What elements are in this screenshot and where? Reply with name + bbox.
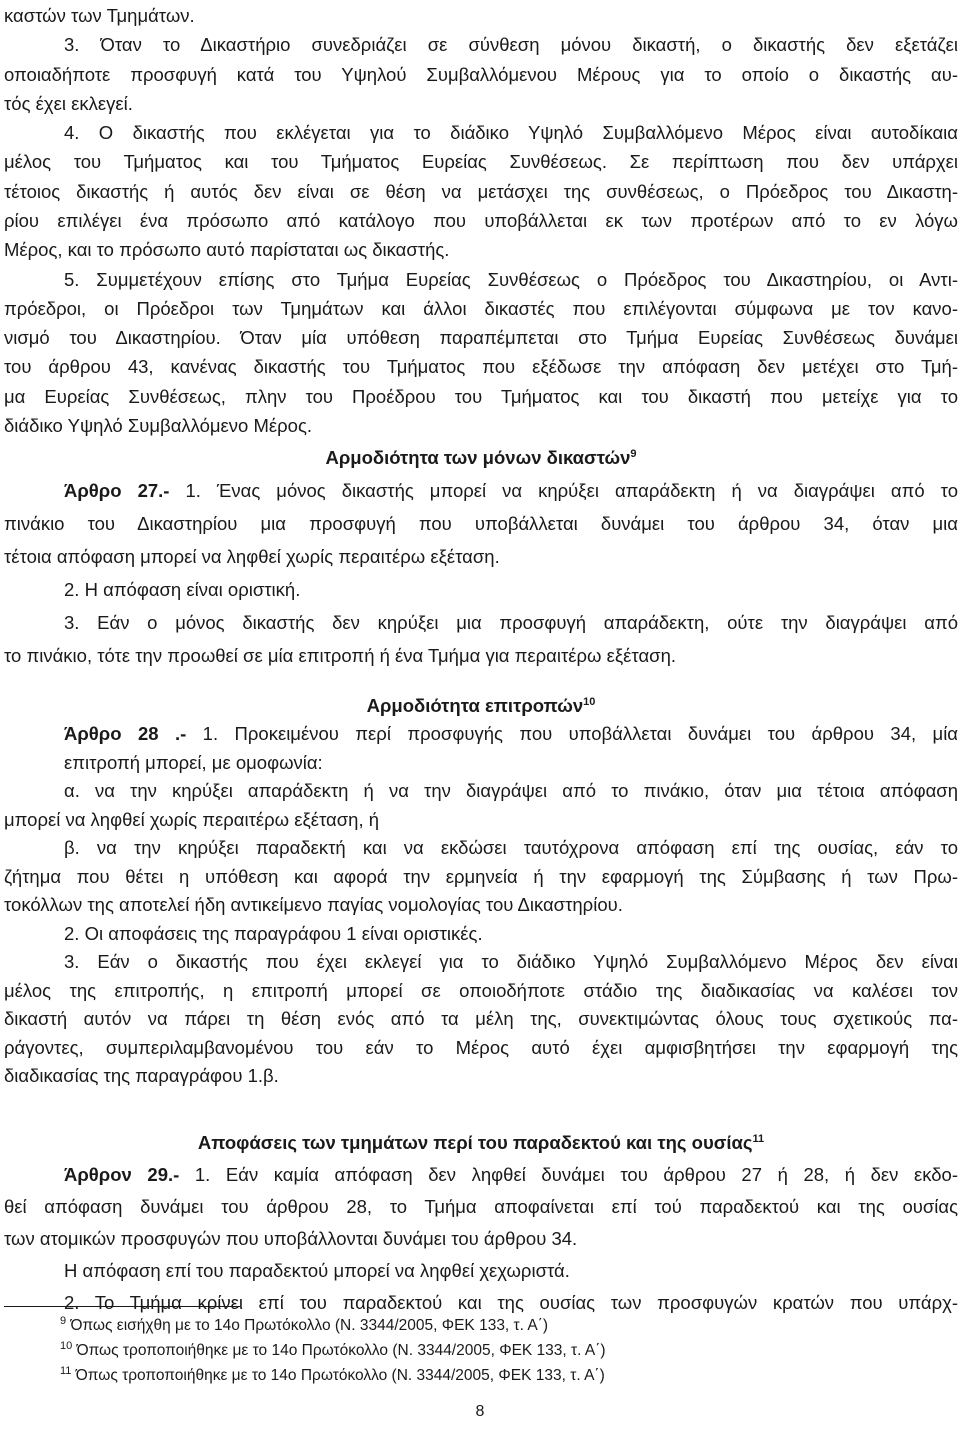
- article-line: [64, 475, 958, 507]
- text-line: επιτροπή μπορεί, με ομοφωνία:: [64, 751, 323, 773]
- text-line: 3. Εάν ο δικαστής που έχει εκλεγεί για το διάδικο Υψηλό Συμβαλλόμενο Μέρος δεν είναι: [64, 951, 958, 973]
- footnote-text: Όπως τροποποιήθηκε με το 14ο Πρωτόκολλο (Ν. 3344/2005, ΦΕΚ 133, τ. Α΄): [75, 1367, 605, 1384]
- text-line: διαδικασίας της παραγράφου 1.β.: [4, 1065, 279, 1086]
- text-line: καστών των Τμημάτων.: [4, 5, 195, 26]
- text-line: α. να την κηρύξει απαράδεκτη ή να την διαγράψει από το πινάκιο, όταν μια τέτοια απόφαση: [64, 780, 958, 802]
- article-label: Άρθρο 27.-: [64, 480, 170, 501]
- footnote-ref: 10: [583, 695, 596, 708]
- text-line: 3. Εάν ο μόνος δικαστής δεν κηρύξει μια προσφυγή απαράδεκτη, ούτε την διαγράψει από: [64, 612, 958, 633]
- text-line: ρίου επιλέγει ένα πρόσωπο από κατάλογο που υποβάλλεται εκ των προτέρων από το εν λόγω: [4, 210, 958, 231]
- section-heading: [4, 1127, 958, 1159]
- footnote-text: Όπως τροποποιήθηκε με το 14ο Πρωτόκολλο (Ν. 3344/2005, ΦΕΚ 133, τ. Α΄): [76, 1342, 606, 1359]
- text-line: τέτοιος δικαστής ή αυτός δεν είναι σε θέση να μετάσχει της συνθέσεως, ο Πρόεδρος του Δικαστη-: [4, 180, 958, 202]
- section-heading: [4, 690, 958, 722]
- article-text: 1. Προκειμένου περί προσφυγής που υποβάλλεται δυνάμει του άρθρου 34, μία: [186, 723, 958, 745]
- text-line: ράγοντες, συμπεριλαμβανομένου του εάν το Μέρος αυτό έχει αμφισβητήσει την εφαρμογή της: [4, 1036, 958, 1058]
- text-line: β. να την κηρύξει παραδεκτή και να εκδώσει ταυτόχρονα απόφαση επί της ουσίας, εάν το: [64, 837, 958, 859]
- text-line: τοκόλλων της αποτελεί ήδη αντικείμενο παγίας νομολογίας του Δικαστηρίου.: [4, 894, 623, 916]
- text-line: μέλος της επιτροπής, η επιτροπή μπορεί σε οποιοδήποτε στάδιο της διαδικασίας να καλέσει τον: [4, 979, 958, 1001]
- footnote: [60, 1364, 605, 1388]
- text-line: του άρθρου 43, κανένας δικαστής του Τμήματος που εξέδωσε την απόφαση δεν μετέχει στο Τμή-: [4, 356, 958, 378]
- text-line: δικαστή αυτόν να πάρει τη θέση ενός από τα μέλη της, συνεκτιμώντας όλους τους σχετικούς πα-: [4, 1008, 958, 1030]
- footnote-number: 9: [60, 1314, 67, 1327]
- text-line: 4. Ο δικαστής που εκλέγεται για το διάδικο Υψηλό Συμβαλλόμενο Μέρος είναι αυτοδίκαια: [64, 122, 958, 144]
- footnote-ref: 9: [630, 447, 637, 460]
- heading-text: Αποφάσεις των τμημάτων περί του παραδεκτού και της ουσίας: [197, 1132, 753, 1153]
- footnote-number: 11: [60, 1364, 72, 1377]
- heading-text: Αρμοδιότητα επιτροπών: [366, 695, 584, 716]
- text-line: οποιαδήποτε προσφυγή κατά του Υψηλού Συμβαλλόμενου Μέρους για το οποίο ο δικαστής αυ-: [4, 63, 958, 85]
- text-line: ζήτημα που θέτει η υπόθεση και αφορά την ερμηνεία ή την εφαρμογή της Σύμβασης ή των Πρω-: [4, 865, 958, 887]
- text-line: μπορεί να ληφθεί χωρίς περαιτέρω εξέταση, ή: [4, 808, 380, 830]
- text-line: 3. Όταν το Δικαστήριο συνεδριάζει σε σύνθεση μόνου δικαστή, ο δικαστής δεν εξετάζει: [64, 34, 958, 56]
- text-line: διάδικο Υψηλό Συμβαλλόμενο Μέρος.: [4, 415, 313, 436]
- heading-text: Αρμοδιότητα των μόνων δικαστών: [325, 447, 631, 468]
- text-line: τός έχει εκλεγεί.: [4, 92, 133, 114]
- text-line: μέλος του Τμήματος και του Τμήματος Ευρείας Συνθέσεως. Σε περίπτωση που δεν υπάρχει: [4, 151, 958, 173]
- article-label: Άρθρο 28 .-: [64, 723, 187, 745]
- article-line: [64, 718, 958, 750]
- text-line: Η απόφαση επί του παραδεκτού μπορεί να ληφθεί χεχωριστά.: [64, 1260, 570, 1281]
- section-heading: [4, 442, 958, 474]
- page-number: 8: [475, 1403, 485, 1420]
- footnote: [60, 1339, 606, 1363]
- article-text: 1. Ένας μόνος δικαστής μπορεί να κηρύξει απαράδεκτη ή να διαγράψει από το: [169, 480, 958, 501]
- text-line: μα Ευρείας Συνθέσεως, πλην του Προέδρου του Τμήματος και του δικαστή που μετείχε για το: [4, 385, 958, 407]
- footnote-separator: [4, 1306, 240, 1307]
- text-line: Μέρος, και το πρόσωπο αυτό παρίσταται ως δικαστής.: [4, 239, 450, 261]
- article-label: Άρθρον 29.-: [64, 1164, 180, 1185]
- text-line: των ατομικών προσφυγών που υποβάλλονται δυνάμει του άρθρου 34.: [4, 1228, 578, 1249]
- footnote-number: 10: [60, 1339, 73, 1352]
- text-line: πινάκιο του Δικαστηρίου μια προσφυγή που υποβάλλεται δυνάμει του άρθρου 34, όταν μια: [4, 513, 958, 534]
- footnote: [60, 1314, 548, 1338]
- text-line: το πινάκιο, τότε την προωθεί σε μία επιτροπή ή ένα Τμήμα για περαιτέρω εξέταση.: [4, 645, 677, 666]
- text-line: 2. Η απόφαση είναι οριστική.: [64, 579, 301, 600]
- article-text: 1. Εάν καμία απόφαση δεν ληφθεί δυνάμει του άρθρου 27 ή 28, ή δεν εκδο-: [179, 1164, 959, 1185]
- text-line: πρόεδροι, οι Πρόεδροι των Τμημάτων και άλλοι δικαστές που επιλέγονται σύμφωνα με τον κανο-: [4, 297, 958, 319]
- text-line: 2. Το Τμήμα κρίνει επί του παραδεκτού και της ουσίας των προσφυγών κρατών που υπάρχ-: [64, 1292, 958, 1313]
- article-line: [64, 1159, 958, 1191]
- footnote-ref: 11: [752, 1132, 765, 1145]
- text-line: τέτοια απόφαση μπορεί να ληφθεί χωρίς περαιτέρω εξέταση.: [4, 546, 500, 567]
- footnote-text: Όπως εισήχθη με το 14ο Πρωτόκολλο (Ν. 3344/2005, ΦΕΚ 133, τ. Α΄): [70, 1317, 549, 1334]
- text-line: νισμό του Δικαστηρίου. Όταν μία υπόθεση παραπέμπεται στο Τμήμα Ευρείας Συνθέσεως δυνάμει: [4, 327, 958, 349]
- text-line: 2. Οι αποφάσεις της παραγράφου 1 είναι οριστικές.: [64, 922, 483, 944]
- text-line: 5. Συμμετέχουν επίσης στο Τμήμα Ευρείας Συνθέσεως ο Πρόεδρος του Δικαστηρίου, οι Αντι-: [64, 268, 958, 290]
- text-line: θεί απόφαση δυνάμει του άρθρου 28, το Τμήμα αποφαίνεται επί τού παραδεκτού και της ουσίας: [4, 1196, 958, 1217]
